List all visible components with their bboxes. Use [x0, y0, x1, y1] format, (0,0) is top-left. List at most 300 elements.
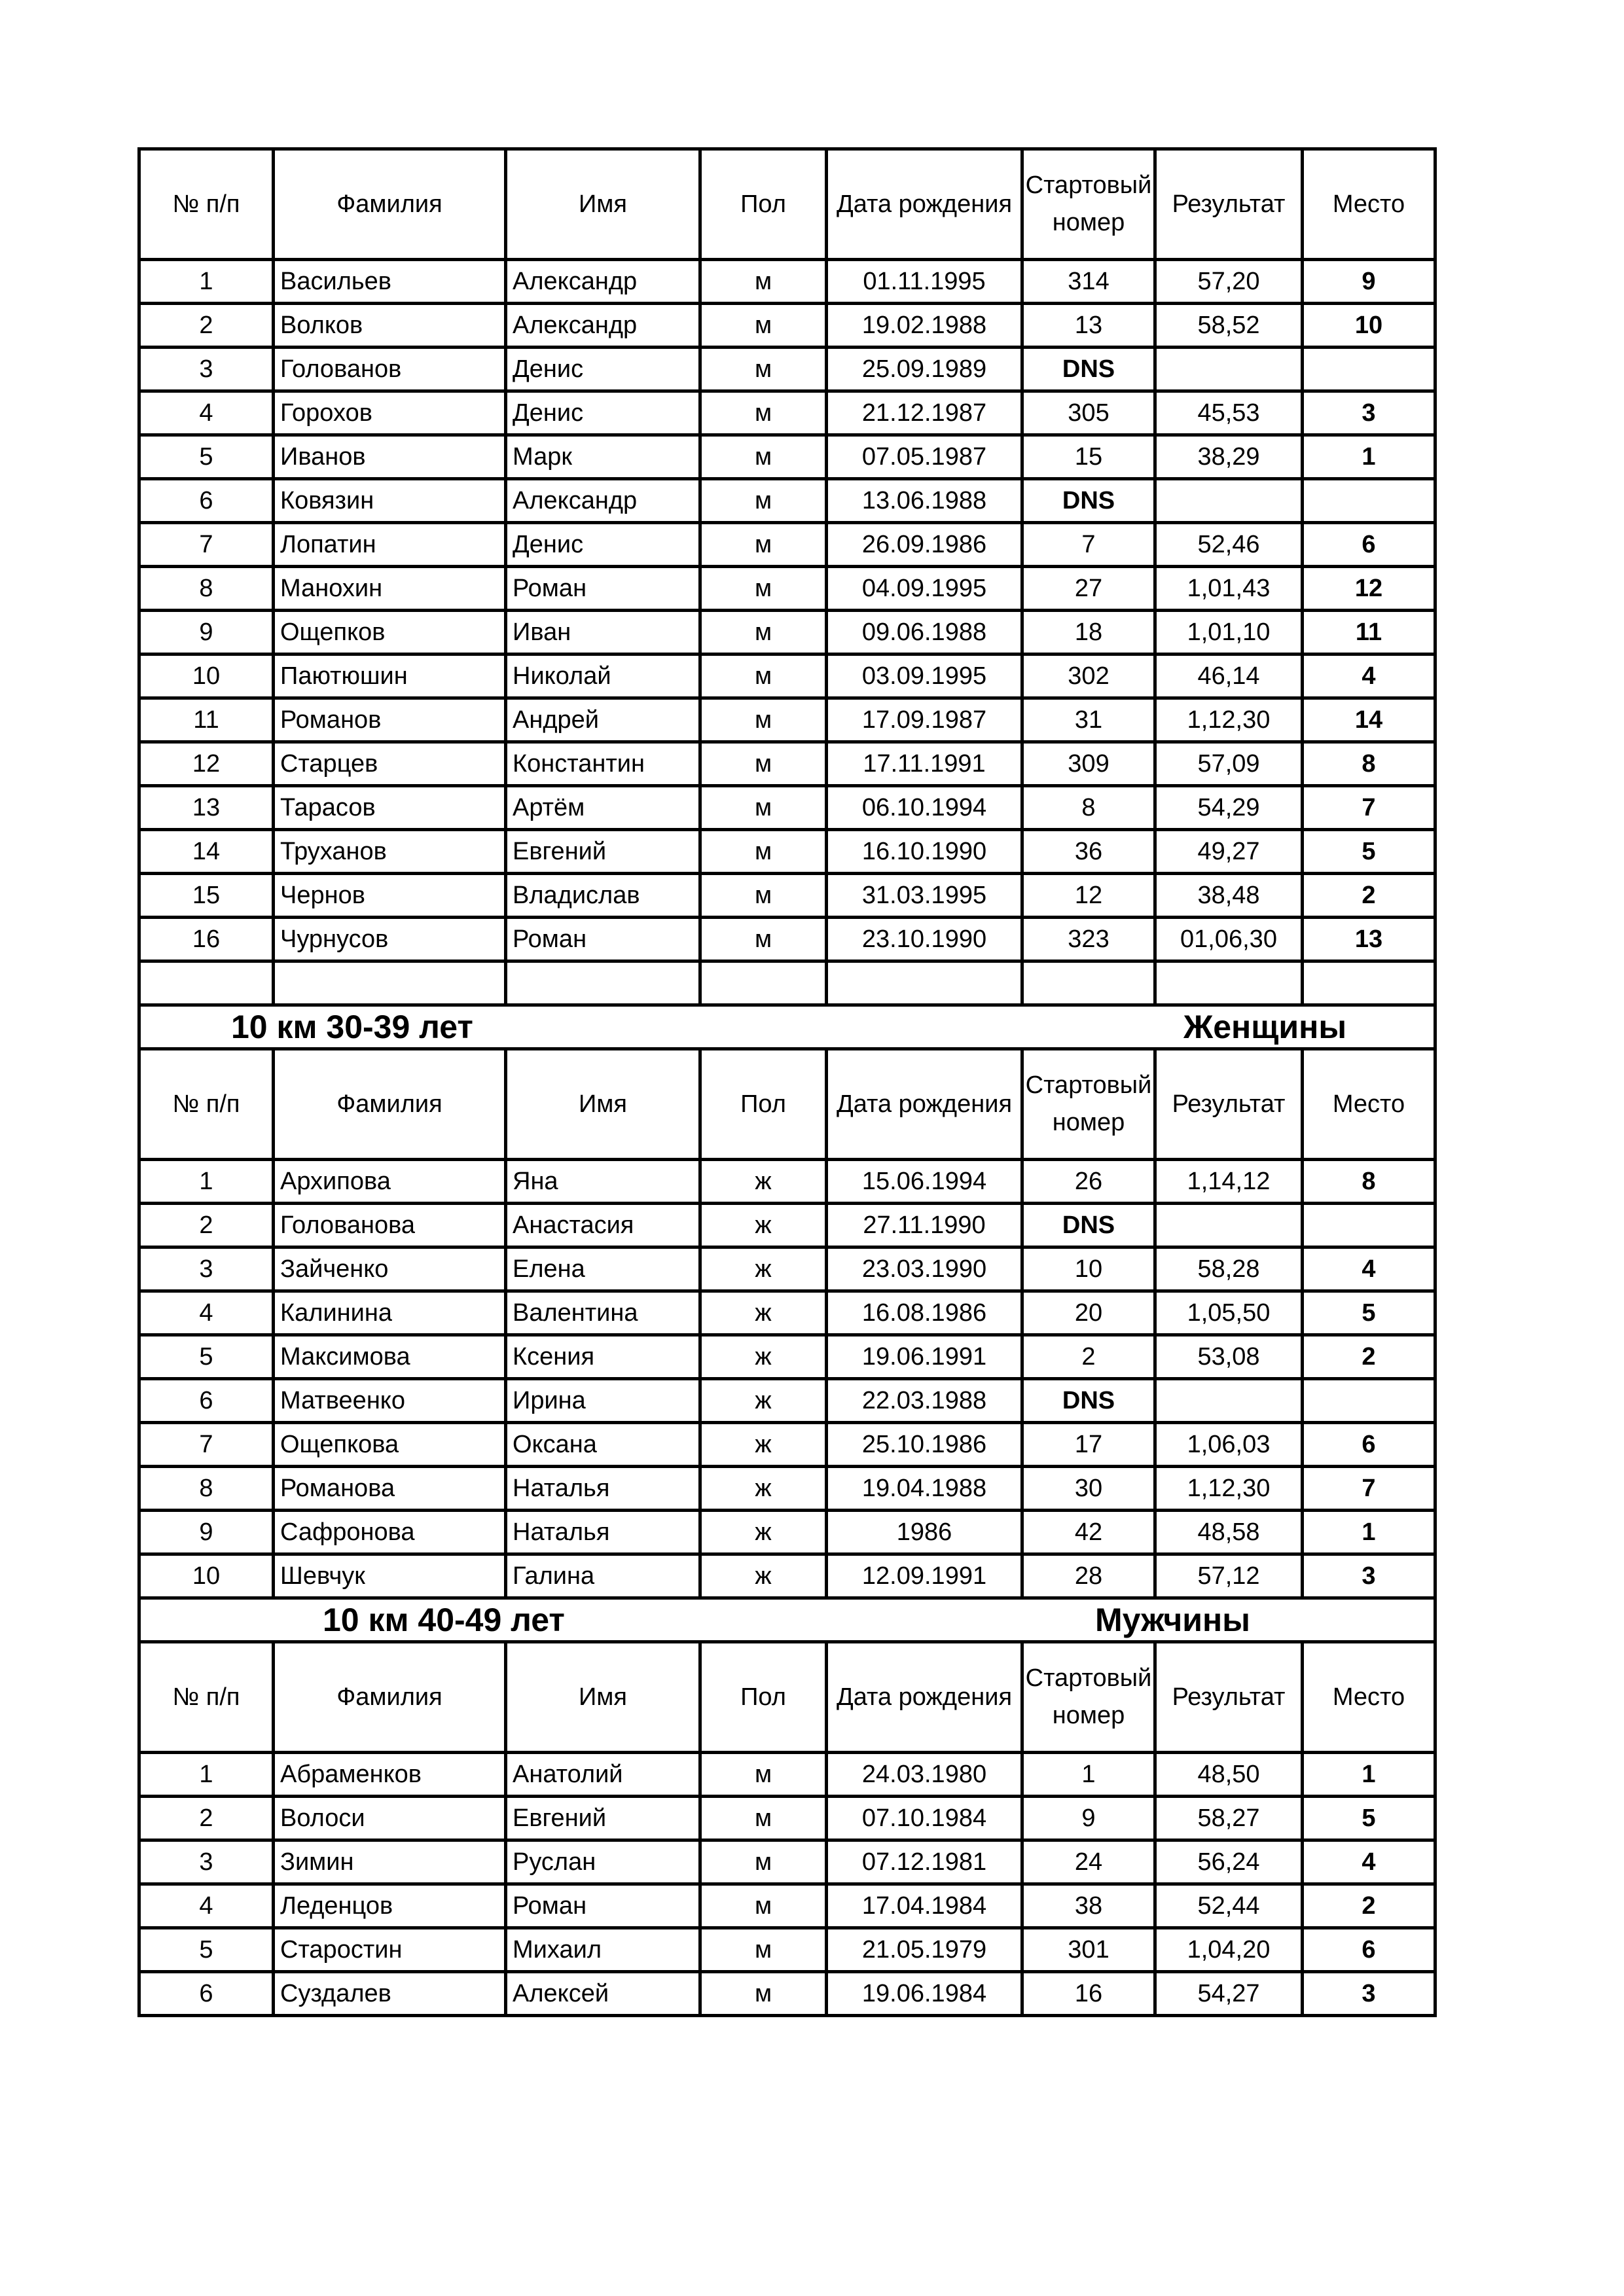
birth-date-cell: 23.03.1990	[827, 1247, 1022, 1291]
table-row	[139, 1247, 1435, 1291]
row-number-cell: 2	[139, 304, 274, 348]
bib-number-cell: 9	[1022, 1797, 1155, 1840]
place-cell: 5	[1303, 1291, 1435, 1335]
section-distance-age-title: 10 км 40-49 лет	[323, 1602, 565, 1638]
result-cell: 1,14,12	[1155, 1160, 1303, 1204]
header-col-result: Результат	[1155, 1049, 1303, 1160]
table-row	[139, 479, 1435, 523]
sex-cell: ж	[700, 1335, 827, 1379]
result-cell: 1,06,03	[1155, 1423, 1303, 1467]
sex-cell: м	[700, 611, 827, 655]
birth-date-cell: 17.11.1991	[827, 742, 1022, 786]
header-col-sex: Пол	[700, 149, 827, 260]
result-cell: 49,27	[1155, 830, 1303, 874]
last-name-cell: Абраменков	[274, 1753, 506, 1797]
first-name-cell: Константин	[506, 742, 700, 786]
birth-date-cell: 25.09.1989	[827, 348, 1022, 391]
first-name-cell: Владислав	[506, 874, 700, 918]
section-title-row	[139, 1598, 1435, 1642]
last-name-cell: Лопатин	[274, 523, 506, 567]
birth-date-cell: 21.05.1979	[827, 1928, 1022, 1972]
sex-cell: м	[700, 391, 827, 435]
sex-cell: ж	[700, 1160, 827, 1204]
sex-cell: м	[700, 1928, 827, 1972]
row-number-cell: 11	[139, 698, 274, 742]
birth-date-cell: 26.09.1986	[827, 523, 1022, 567]
last-name-cell: Манохин	[274, 567, 506, 611]
first-name-cell: Александр	[506, 304, 700, 348]
table-row	[139, 830, 1435, 874]
first-name-cell: Ксения	[506, 1335, 700, 1379]
result-cell: 58,28	[1155, 1247, 1303, 1291]
bib-number-cell: 30	[1022, 1467, 1155, 1511]
sex-cell: м	[700, 567, 827, 611]
row-number-cell: 8	[139, 1467, 274, 1511]
bib-number-cell: 323	[1022, 918, 1155, 961]
header-col-first-name: Имя	[506, 1049, 700, 1160]
table-row	[139, 260, 1435, 304]
header-col-result: Результат	[1155, 149, 1303, 260]
sex-cell: м	[700, 523, 827, 567]
header-col-sex: Пол	[700, 1049, 827, 1160]
header-col-result: Результат	[1155, 1642, 1303, 1753]
table-row	[139, 1972, 1435, 2016]
header-col-bib: Стартовый номер	[1022, 1642, 1155, 1753]
birth-date-cell: 12.09.1991	[827, 1554, 1022, 1598]
first-name-cell: Денис	[506, 348, 700, 391]
table-row	[139, 1554, 1435, 1598]
column-header-row	[139, 149, 1435, 260]
last-name-cell: Сафронова	[274, 1511, 506, 1554]
sex-cell: ж	[700, 1467, 827, 1511]
bib-number-cell: 305	[1022, 391, 1155, 435]
birth-date-cell: 27.11.1990	[827, 1204, 1022, 1247]
result-cell: 1,12,30	[1155, 698, 1303, 742]
result-cell: 53,08	[1155, 1335, 1303, 1379]
bib-number-cell: 15	[1022, 435, 1155, 479]
row-number-cell: 10	[139, 1554, 274, 1598]
row-number-cell: 3	[139, 348, 274, 391]
bib-number-cell: DNS	[1022, 1204, 1155, 1247]
table-row	[139, 348, 1435, 391]
result-cell: 52,44	[1155, 1884, 1303, 1928]
birth-date-cell: 03.09.1995	[827, 655, 1022, 698]
bib-number-cell: 10	[1022, 1247, 1155, 1291]
row-number-cell: 4	[139, 1884, 274, 1928]
sex-cell: м	[700, 1884, 827, 1928]
section-title-row	[139, 1005, 1435, 1049]
sex-cell: ж	[700, 1554, 827, 1598]
result-cell: 57,12	[1155, 1554, 1303, 1598]
result-cell: 54,27	[1155, 1972, 1303, 2016]
header-col-birth-date: Дата рождения	[827, 1642, 1022, 1753]
table-row	[139, 742, 1435, 786]
table-row	[139, 567, 1435, 611]
first-name-cell: Оксана	[506, 1423, 700, 1467]
table-row	[139, 1379, 1435, 1423]
bib-number-cell: 42	[1022, 1511, 1155, 1554]
first-name-cell: Роман	[506, 567, 700, 611]
result-cell: 58,27	[1155, 1797, 1303, 1840]
birth-date-cell: 15.06.1994	[827, 1160, 1022, 1204]
first-name-cell: Алексей	[506, 1972, 700, 2016]
row-number-cell: 3	[139, 1840, 274, 1884]
sex-cell: м	[700, 304, 827, 348]
row-number-cell: 10	[139, 655, 274, 698]
birth-date-cell: 04.09.1995	[827, 567, 1022, 611]
place-cell: 6	[1303, 1928, 1435, 1972]
last-name-cell: Голованова	[274, 1204, 506, 1247]
table-row	[139, 611, 1435, 655]
table-row	[139, 1840, 1435, 1884]
bib-number-cell: 17	[1022, 1423, 1155, 1467]
birth-date-cell: 07.12.1981	[827, 1840, 1022, 1884]
row-number-cell: 14	[139, 830, 274, 874]
bib-number-cell: DNS	[1022, 348, 1155, 391]
first-name-cell: Артём	[506, 786, 700, 830]
table-row	[139, 523, 1435, 567]
row-number-cell: 6	[139, 1379, 274, 1423]
result-cell: 1,04,20	[1155, 1928, 1303, 1972]
header-col-birth-date: Дата рождения	[827, 1049, 1022, 1160]
birth-date-cell: 06.10.1994	[827, 786, 1022, 830]
bib-number-cell: 16	[1022, 1972, 1155, 2016]
sex-cell: м	[700, 655, 827, 698]
header-col-number: № п/п	[139, 1642, 274, 1753]
table-row	[139, 786, 1435, 830]
last-name-cell: Старцев	[274, 742, 506, 786]
empty-cell	[274, 961, 506, 1005]
place-cell: 6	[1303, 1423, 1435, 1467]
header-col-last-name: Фамилия	[274, 1049, 506, 1160]
sex-cell: ж	[700, 1291, 827, 1335]
place-cell: 3	[1303, 1972, 1435, 2016]
result-cell: 01,06,30	[1155, 918, 1303, 961]
table-row	[139, 1511, 1435, 1554]
sex-cell: ж	[700, 1511, 827, 1554]
row-number-cell: 2	[139, 1204, 274, 1247]
results-table	[137, 147, 1437, 2017]
birth-date-cell: 1986	[827, 1511, 1022, 1554]
row-number-cell: 1	[139, 1753, 274, 1797]
result-cell: 58,52	[1155, 304, 1303, 348]
sex-cell: м	[700, 918, 827, 961]
place-cell	[1303, 348, 1435, 391]
row-number-cell: 16	[139, 918, 274, 961]
header-col-bib: Стартовый номер	[1022, 1049, 1155, 1160]
sex-cell: м	[700, 698, 827, 742]
bib-number-cell: 38	[1022, 1884, 1155, 1928]
section-distance-age-title: 10 км 30-39 лет	[231, 1009, 473, 1045]
result-cell: 38,29	[1155, 435, 1303, 479]
first-name-cell: Валентина	[506, 1291, 700, 1335]
place-cell: 1	[1303, 435, 1435, 479]
bib-number-cell: 27	[1022, 567, 1155, 611]
first-name-cell: Александр	[506, 260, 700, 304]
birth-date-cell: 01.11.1995	[827, 260, 1022, 304]
last-name-cell: Волков	[274, 304, 506, 348]
first-name-cell: Николай	[506, 655, 700, 698]
last-name-cell: Матвеенко	[274, 1379, 506, 1423]
place-cell: 8	[1303, 1160, 1435, 1204]
header-col-last-name: Фамилия	[274, 149, 506, 260]
header-col-last-name: Фамилия	[274, 1642, 506, 1753]
place-cell	[1303, 1379, 1435, 1423]
result-cell	[1155, 1379, 1303, 1423]
result-cell	[1155, 479, 1303, 523]
sex-cell: м	[700, 1840, 827, 1884]
table-row	[139, 1160, 1435, 1204]
place-cell: 2	[1303, 1335, 1435, 1379]
row-number-cell: 9	[139, 611, 274, 655]
table-row	[139, 391, 1435, 435]
result-cell: 57,20	[1155, 260, 1303, 304]
result-cell	[1155, 1204, 1303, 1247]
bib-number-cell: 36	[1022, 830, 1155, 874]
table-row	[139, 874, 1435, 918]
first-name-cell: Марк	[506, 435, 700, 479]
first-name-cell: Иван	[506, 611, 700, 655]
bib-number-cell: 7	[1022, 523, 1155, 567]
first-name-cell: Руслан	[506, 1840, 700, 1884]
birth-date-cell: 19.02.1988	[827, 304, 1022, 348]
sex-cell: м	[700, 830, 827, 874]
birth-date-cell: 17.09.1987	[827, 698, 1022, 742]
first-name-cell: Анатолий	[506, 1753, 700, 1797]
last-name-cell: Романова	[274, 1467, 506, 1511]
row-number-cell: 9	[139, 1511, 274, 1554]
row-number-cell: 7	[139, 523, 274, 567]
empty-cell	[506, 961, 700, 1005]
header-col-birth-date: Дата рождения	[827, 149, 1022, 260]
result-cell: 56,24	[1155, 1840, 1303, 1884]
row-number-cell: 8	[139, 567, 274, 611]
birth-date-cell: 19.06.1991	[827, 1335, 1022, 1379]
result-cell	[1155, 348, 1303, 391]
place-cell: 6	[1303, 523, 1435, 567]
table-row	[139, 1291, 1435, 1335]
empty-cell	[827, 961, 1022, 1005]
last-name-cell: Леденцов	[274, 1884, 506, 1928]
last-name-cell: Архипова	[274, 1160, 506, 1204]
last-name-cell: Горохов	[274, 391, 506, 435]
last-name-cell: Голованов	[274, 348, 506, 391]
section-gender-title: Женщины	[1183, 1009, 1347, 1045]
place-cell: 4	[1303, 655, 1435, 698]
last-name-cell: Максимова	[274, 1335, 506, 1379]
last-name-cell: Чернов	[274, 874, 506, 918]
place-cell: 2	[1303, 1884, 1435, 1928]
place-cell: 13	[1303, 918, 1435, 961]
header-col-sex: Пол	[700, 1642, 827, 1753]
row-number-cell: 6	[139, 1972, 274, 2016]
section-title-cell	[139, 1005, 1435, 1049]
result-cell: 54,29	[1155, 786, 1303, 830]
last-name-cell: Ощепкова	[274, 1423, 506, 1467]
sex-cell: м	[700, 1797, 827, 1840]
row-number-cell: 5	[139, 1928, 274, 1972]
bib-number-cell: 28	[1022, 1554, 1155, 1598]
first-name-cell: Евгений	[506, 830, 700, 874]
table-row	[139, 1928, 1435, 1972]
row-number-cell: 1	[139, 260, 274, 304]
birth-date-cell: 23.10.1990	[827, 918, 1022, 961]
last-name-cell: Суздалев	[274, 1972, 506, 2016]
last-name-cell: Шевчук	[274, 1554, 506, 1598]
row-number-cell: 6	[139, 479, 274, 523]
result-cell: 52,46	[1155, 523, 1303, 567]
bib-number-cell: DNS	[1022, 1379, 1155, 1423]
result-cell: 48,50	[1155, 1753, 1303, 1797]
section-title-cell	[139, 1598, 1435, 1642]
sex-cell: ж	[700, 1247, 827, 1291]
last-name-cell: Зайченко	[274, 1247, 506, 1291]
first-name-cell: Александр	[506, 479, 700, 523]
result-cell: 48,58	[1155, 1511, 1303, 1554]
place-cell: 4	[1303, 1247, 1435, 1291]
sex-cell: м	[700, 742, 827, 786]
row-number-cell: 2	[139, 1797, 274, 1840]
header-col-first-name: Имя	[506, 1642, 700, 1753]
birth-date-cell: 24.03.1980	[827, 1753, 1022, 1797]
table-row	[139, 918, 1435, 961]
header-col-place: Место	[1303, 1049, 1435, 1160]
first-name-cell: Яна	[506, 1160, 700, 1204]
place-cell: 1	[1303, 1753, 1435, 1797]
table-row	[139, 1467, 1435, 1511]
bib-number-cell: 8	[1022, 786, 1155, 830]
bib-number-cell: 314	[1022, 260, 1155, 304]
header-col-place: Место	[1303, 1642, 1435, 1753]
sex-cell: м	[700, 435, 827, 479]
last-name-cell: Ощепков	[274, 611, 506, 655]
row-number-cell: 15	[139, 874, 274, 918]
place-cell: 2	[1303, 874, 1435, 918]
first-name-cell: Галина	[506, 1554, 700, 1598]
table-row	[139, 304, 1435, 348]
last-name-cell: Ковязин	[274, 479, 506, 523]
row-number-cell: 5	[139, 435, 274, 479]
sex-cell: м	[700, 1972, 827, 2016]
row-number-cell: 1	[139, 1160, 274, 1204]
column-header-row	[139, 1049, 1435, 1160]
sex-cell: ж	[700, 1204, 827, 1247]
last-name-cell: Чурнусов	[274, 918, 506, 961]
result-cell: 46,14	[1155, 655, 1303, 698]
bib-number-cell: 20	[1022, 1291, 1155, 1335]
last-name-cell: Зимин	[274, 1840, 506, 1884]
birth-date-cell: 31.03.1995	[827, 874, 1022, 918]
table-row	[139, 1423, 1435, 1467]
place-cell: 5	[1303, 830, 1435, 874]
bib-number-cell: 31	[1022, 698, 1155, 742]
place-cell: 5	[1303, 1797, 1435, 1840]
table-row	[139, 1204, 1435, 1247]
birth-date-cell: 09.06.1988	[827, 611, 1022, 655]
bib-number-cell: 13	[1022, 304, 1155, 348]
table-row	[139, 698, 1435, 742]
place-cell: 4	[1303, 1840, 1435, 1884]
table-row	[139, 1753, 1435, 1797]
place-cell: 9	[1303, 260, 1435, 304]
table-row	[139, 1335, 1435, 1379]
birth-date-cell: 17.04.1984	[827, 1884, 1022, 1928]
place-cell	[1303, 479, 1435, 523]
table-row	[139, 435, 1435, 479]
first-name-cell: Андрей	[506, 698, 700, 742]
column-header-row	[139, 1642, 1435, 1753]
header-col-first-name: Имя	[506, 149, 700, 260]
place-cell: 1	[1303, 1511, 1435, 1554]
empty-cell	[1022, 961, 1155, 1005]
last-name-cell: Васильев	[274, 260, 506, 304]
empty-spacer-row	[139, 961, 1435, 1005]
row-number-cell: 7	[139, 1423, 274, 1467]
place-cell	[1303, 1204, 1435, 1247]
bib-number-cell: DNS	[1022, 479, 1155, 523]
row-number-cell: 13	[139, 786, 274, 830]
birth-date-cell: 21.12.1987	[827, 391, 1022, 435]
row-number-cell: 3	[139, 1247, 274, 1291]
sex-cell: м	[700, 786, 827, 830]
bib-number-cell: 24	[1022, 1840, 1155, 1884]
place-cell: 3	[1303, 391, 1435, 435]
first-name-cell: Денис	[506, 391, 700, 435]
place-cell: 11	[1303, 611, 1435, 655]
header-col-number: № п/п	[139, 1049, 274, 1160]
result-cell: 57,09	[1155, 742, 1303, 786]
first-name-cell: Наталья	[506, 1467, 700, 1511]
sex-cell: м	[700, 1753, 827, 1797]
sex-cell: ж	[700, 1379, 827, 1423]
result-cell: 38,48	[1155, 874, 1303, 918]
sex-cell: м	[700, 479, 827, 523]
header-col-number: № п/п	[139, 149, 274, 260]
row-number-cell: 4	[139, 1291, 274, 1335]
bib-number-cell: 26	[1022, 1160, 1155, 1204]
table-row	[139, 1884, 1435, 1928]
header-col-place: Место	[1303, 149, 1435, 260]
first-name-cell: Анастасия	[506, 1204, 700, 1247]
bib-number-cell: 309	[1022, 742, 1155, 786]
results-sheet	[137, 147, 1434, 2017]
bib-number-cell: 18	[1022, 611, 1155, 655]
first-name-cell: Ирина	[506, 1379, 700, 1423]
place-cell: 3	[1303, 1554, 1435, 1598]
last-name-cell: Волоси	[274, 1797, 506, 1840]
last-name-cell: Калинина	[274, 1291, 506, 1335]
last-name-cell: Романов	[274, 698, 506, 742]
birth-date-cell: 16.08.1986	[827, 1291, 1022, 1335]
empty-cell	[139, 961, 274, 1005]
place-cell: 7	[1303, 1467, 1435, 1511]
table-row	[139, 1797, 1435, 1840]
place-cell: 14	[1303, 698, 1435, 742]
row-number-cell: 12	[139, 742, 274, 786]
sex-cell: м	[700, 260, 827, 304]
last-name-cell: Тарасов	[274, 786, 506, 830]
first-name-cell: Роман	[506, 918, 700, 961]
birth-date-cell: 07.10.1984	[827, 1797, 1022, 1840]
first-name-cell: Наталья	[506, 1511, 700, 1554]
bib-number-cell: 302	[1022, 655, 1155, 698]
last-name-cell: Иванов	[274, 435, 506, 479]
result-cell: 1,05,50	[1155, 1291, 1303, 1335]
bib-number-cell: 301	[1022, 1928, 1155, 1972]
empty-cell	[1303, 961, 1435, 1005]
last-name-cell: Старостин	[274, 1928, 506, 1972]
section-gender-title: Мужчины	[1095, 1602, 1250, 1638]
